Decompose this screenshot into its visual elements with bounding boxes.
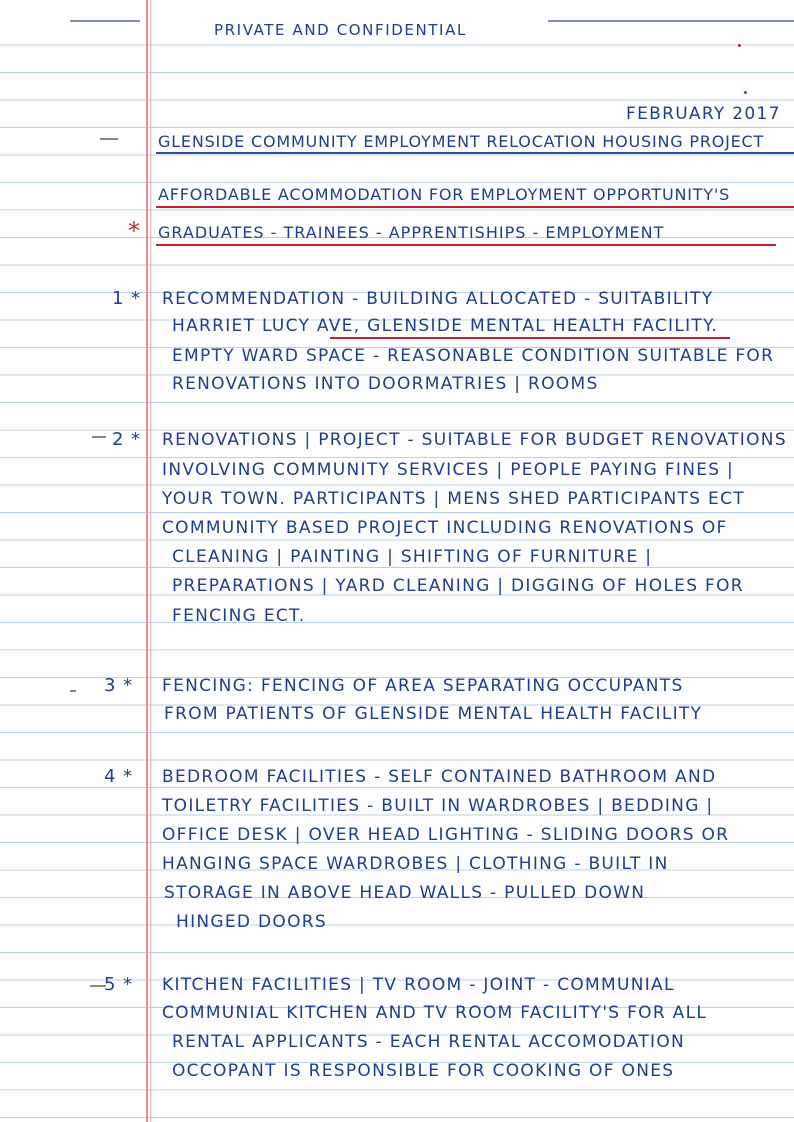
- item-line: HINGED DOORS: [176, 912, 327, 932]
- item-line: BEDROOM FACILITIES - SELF CONTAINED BATHROOM AND: [162, 767, 717, 787]
- item-line: RENOVATIONS INTO DOORMATRIES | ROOMS: [172, 374, 599, 394]
- item-line: OFFICE DESK | OVER HEAD LIGHTING - SLIDING DOORS OR: [162, 825, 730, 845]
- subtitle-underline: [156, 206, 794, 208]
- ink-dot: [738, 44, 741, 47]
- margin-tick: [100, 138, 118, 140]
- item-line: RENOVATIONS | PROJECT - SUITABLE FOR BUDGET RENOVATIONS: [162, 430, 787, 450]
- project-title: GLENSIDE COMMUNITY EMPLOYMENT RELOCATION HOUSING PROJECT: [158, 132, 765, 151]
- margin-tick: [70, 690, 76, 692]
- item-line: OCCOPANT IS RESPONSIBLE FOR COOKING OF ONES: [172, 1061, 675, 1081]
- item-line: STORAGE IN ABOVE HEAD WALLS - PULLED DOWN: [164, 883, 646, 903]
- item-line: FENCING: FENCING OF AREA SEPARATING OCCUPANTS: [162, 676, 684, 696]
- red-star-mark: *: [128, 217, 141, 245]
- item-line: EMPTY WARD SPACE - REASONABLE CONDITION SUITABLE FOR: [172, 346, 775, 366]
- item-line: RENTAL APPLICANTS - EACH RENTAL ACCOMODATION: [172, 1032, 686, 1052]
- ink-dot: [744, 91, 747, 94]
- confidential-label: PRIVATE AND CONFIDENTIAL: [214, 21, 467, 39]
- item-line: COMMUNIAL KITCHEN AND TV ROOM FACILITY'S FOR ALL: [162, 1003, 708, 1023]
- categories-underline: [156, 244, 776, 246]
- item-line: RECOMMENDATION - BUILDING ALLOCATED - SUITABILITY: [162, 289, 714, 309]
- item-number: 4 *: [104, 766, 134, 787]
- item-line: INVOLVING COMMUNITY SERVICES | PEOPLE PAYING FINES |: [162, 460, 735, 480]
- categories-line: GRADUATES - TRAINEES - APPRENTISHIPS - EMPLOYMENT: [158, 223, 665, 242]
- item-line: HANGING SPACE WARDROBES | CLOTHING - BUILT IN: [162, 854, 669, 874]
- margin-line-inner: [150, 0, 151, 1122]
- item-number: 1 *: [112, 288, 142, 309]
- item-line: FROM PATIENTS OF GLENSIDE MENTAL HEALTH FACILITY: [164, 704, 703, 724]
- item-line: HARRIET LUCY AVE, GLENSIDE MENTAL HEALTH FACILITY.: [172, 316, 719, 336]
- item-line: PREPARATIONS | YARD CLEANING | DIGGING OF HOLES FOR: [172, 576, 744, 596]
- item-line: COMMUNITY BASED PROJECT INCLUDING RENOVATIONS OF: [162, 518, 728, 538]
- facility-underline: [330, 337, 730, 339]
- margin-tick: [92, 436, 106, 438]
- item-line: KITCHEN FACILITIES | TV ROOM - JOINT - COMMUNIAL: [162, 975, 675, 995]
- item-line: YOUR TOWN. PARTICIPANTS | MENS SHED PARTICIPANTS ECT: [162, 489, 745, 509]
- item-number: 3 *: [104, 675, 134, 696]
- item-number: 5 *: [104, 974, 134, 995]
- item-number: 2 *: [112, 429, 142, 450]
- item-line: FENCING ECT.: [172, 606, 306, 626]
- top-rule-left: [70, 20, 140, 22]
- top-rule-right: [548, 20, 794, 22]
- item-line: TOILETRY FACILITIES - BUILT IN WARDROBES | BEDDING |: [162, 796, 714, 816]
- project-subtitle: AFFORDABLE ACOMMODATION FOR EMPLOYMENT OPPORTUNITY'S: [158, 185, 731, 204]
- title-underline: [156, 152, 794, 154]
- item-line: CLEANING | PAINTING | SHIFTING OF FURNITURE |: [172, 547, 653, 567]
- margin-line: [146, 0, 148, 1122]
- date-label: FEBRUARY 2017: [626, 104, 781, 124]
